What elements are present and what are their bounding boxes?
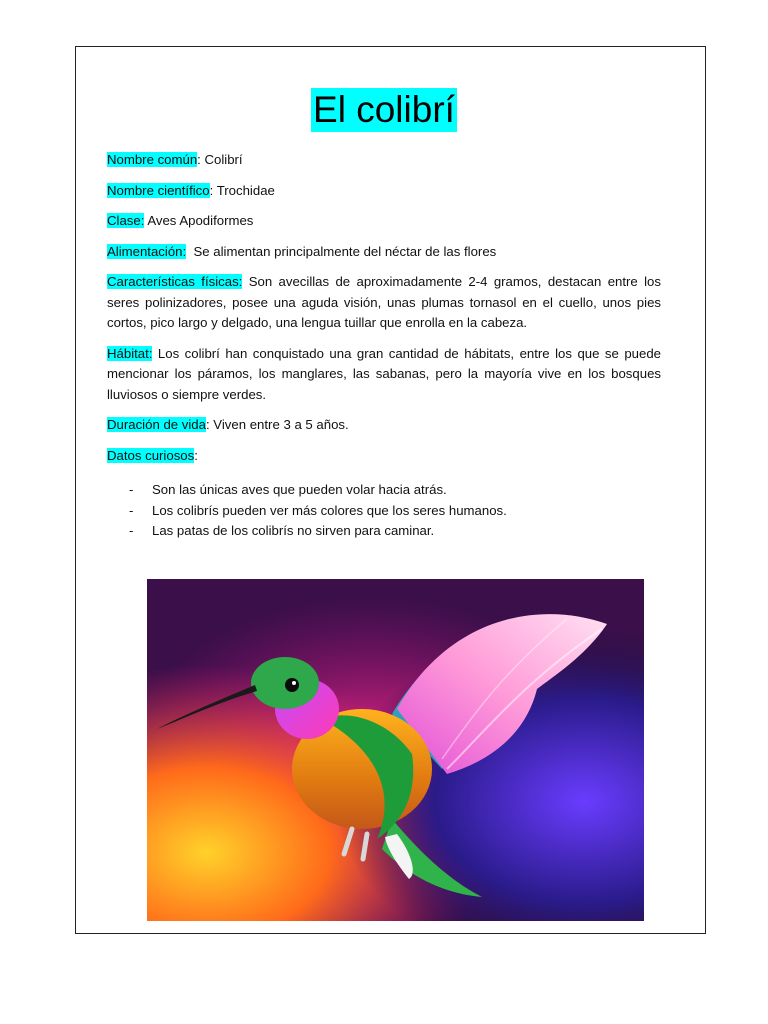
hummingbird-illustration [147, 579, 644, 921]
field-label: Nombre común [107, 152, 198, 167]
field-sep: : [205, 417, 210, 432]
bullet-dash: - [129, 523, 134, 538]
field-sep: : [194, 447, 198, 463]
field-clase [107, 211, 661, 232]
field-label: Duración de vida [107, 417, 206, 432]
field-value: Colibrí [200, 152, 243, 167]
field-nombre-cientifico [107, 181, 661, 202]
field-habitat [107, 344, 661, 406]
document-body [107, 150, 661, 542]
hummingbird-image [147, 579, 644, 921]
field-label: Datos curiosos [107, 447, 195, 463]
field-datos-curiosos [107, 446, 661, 467]
field-label: Características físicas: [107, 274, 243, 289]
field-label: Nombre científico [107, 182, 210, 198]
field-label: Alimentación: [107, 243, 187, 259]
fact-text: Las patas de los colibrís no sirven para caminar. [152, 523, 435, 538]
field-value: Se alimentan principalmente del néctar de las flores [186, 243, 497, 259]
bullet-dash: - [129, 502, 134, 518]
bullet-dash: - [129, 482, 134, 497]
field-alimentacion [107, 242, 661, 263]
field-value: Aves Apodiformes [144, 213, 254, 228]
field-label: Clase: [107, 213, 145, 228]
list-item [107, 521, 661, 542]
field-nombre-comun [107, 150, 661, 171]
field-value: Viven entre 3 a 5 años. [209, 417, 349, 432]
list-item [107, 480, 661, 501]
field-sep: : [209, 182, 214, 198]
list-item [107, 501, 661, 522]
curious-facts-list [107, 480, 661, 542]
fact-text: Son las únicas aves que pueden volar hacia atrás. [152, 482, 447, 497]
field-value: Trochidae [213, 182, 275, 198]
title-wrapper [0, 88, 768, 132]
field-sep: : [197, 152, 201, 167]
fact-text: Los colibrís pueden ver más colores que los seres humanos. [152, 502, 507, 518]
field-value: Son avecillas de aproximadamente 2-4 gramos, destacan entre los seres polinizadores, posee una aguda visión, unas plumas tornasol en el cuello, unos pies cortos, pico largo y delgado, una lengua tuillar que enrolla en la cabeza. [107, 274, 661, 330]
page-title: El colibrí [313, 89, 455, 130]
field-duracion [107, 415, 661, 436]
field-caracteristicas [107, 272, 661, 334]
field-value: Los colibrí han conquistado una gran cantidad de hábitats, entre los que se puede mencionar los páramos, los manglares, las sabanas, pero la mayoría vive en los bosques lluviosos o siempre verdes. [107, 345, 661, 402]
field-label: Hábitat: [107, 345, 153, 361]
